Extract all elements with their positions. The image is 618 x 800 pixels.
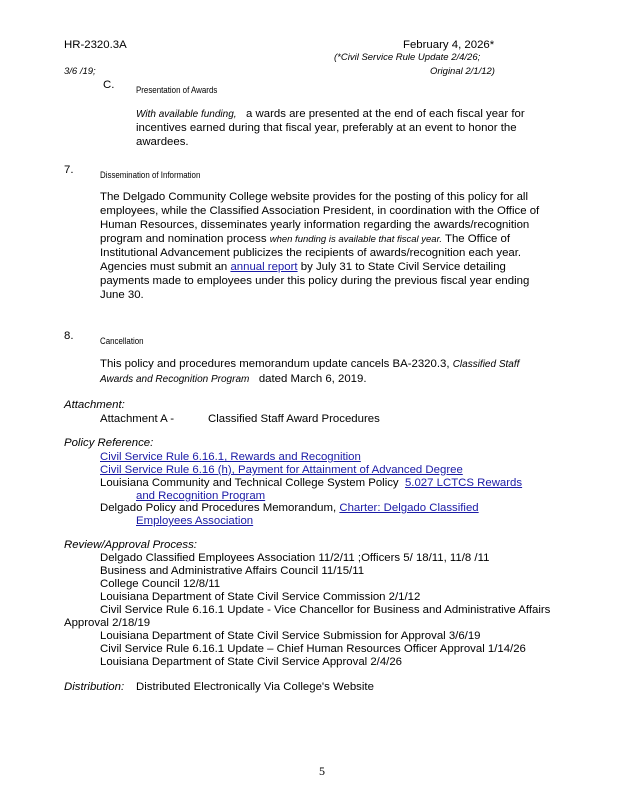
- review-item: Delgado Classified Employees Association 11/2/11 ;Officers 5/ 18/11, 11/8 /11: [100, 552, 490, 564]
- section-7-line5: Institutional Advancement publicizes the recipients of awards/recognition each year.: [100, 247, 522, 259]
- policy-ref-1-link[interactable]: Civil Service Rule 6.16.1, Rewards and Recognition: [100, 451, 361, 463]
- review-item: Civil Service Rule 6.16.1 Update – Chief Human Resources Officer Approval 1/14/26: [100, 643, 526, 655]
- section-7-line1: The Delgado Community College website provides for the posting of this policy for all: [100, 191, 528, 203]
- review-item: Civil Service Rule 6.16.1 Update - Vice Chancellor for Business and Administrative Affairs: [100, 604, 551, 616]
- attachment-label: Attachment:: [64, 399, 125, 411]
- section-8-title-text: Cancellation: [100, 336, 144, 346]
- review-item: Louisiana Department of State Civil Service Approval 2/4/26: [100, 656, 403, 668]
- policy-ref-2-link[interactable]: Civil Service Rule 6.16 (h), Payment for Attainment of Advanced Degree: [100, 464, 463, 476]
- section-7-line6-a: Agencies must submit an: [100, 261, 228, 273]
- section-7-number: 7.: [64, 164, 74, 176]
- policy-ref-3-link-cont[interactable]: and Recognition Program: [136, 490, 266, 502]
- doc-date: February 4, 2026*: [403, 39, 495, 51]
- review-item: Louisiana Department of State Civil Service Submission for Approval 3/6/19: [100, 630, 481, 642]
- section-7-line6-b: by July 31 to State Civil Service detailing: [300, 261, 506, 273]
- review-approval-line: Approval 2/18/19: [64, 617, 151, 629]
- section-7-line2: employees, while the Classified Association President, in coordination with the Office of: [100, 205, 540, 217]
- section-7-line4: [100, 232, 510, 247]
- section-c-line3: awardees.: [136, 136, 189, 148]
- section-7-title-text: Dissemination of Information: [100, 170, 201, 180]
- section-7-line8: June 30.: [100, 289, 144, 301]
- policy-ref-4-link-cont[interactable]: Employees Association: [136, 515, 254, 527]
- section-8-line2-italic: Awards and Recognition Program: [100, 374, 250, 385]
- section-7-line3: Human Resources, disseminates yearly information regarding the awards/recognition: [100, 219, 530, 231]
- attachment-item-b: Classified Staff Award Procedures: [208, 413, 380, 425]
- section-7-line4-italic: when funding is available that fiscal year.: [269, 234, 443, 245]
- section-8-number: 8.: [64, 330, 74, 342]
- policy-ref-4: [100, 501, 479, 515]
- review-label: Review/Approval Process:: [64, 539, 197, 551]
- section-8-line2: [100, 372, 367, 387]
- prev-note-left: 3/6 /19;: [64, 66, 96, 77]
- policy-ref-4-cont: [136, 514, 253, 528]
- section-8-line1-a: This policy and procedures memorandum update cancels BA-2320.3,: [100, 358, 450, 370]
- section-7-line7: payments made to employees under this policy during the previous fiscal year ending: [100, 275, 530, 287]
- section-c-line2: incentives earned during that fiscal year, preferably at an event to honor the: [136, 122, 517, 134]
- policy-ref-4-link[interactable]: Charter: Delgado Classified: [339, 502, 479, 514]
- attachment-item-a: Attachment A -: [100, 413, 175, 425]
- review-item: Business and Administrative Affairs Council 11/15/11: [100, 565, 365, 577]
- section-7-line6: [100, 260, 506, 274]
- section-7-line4-b: The Office of: [445, 233, 511, 245]
- section-8-title: [100, 331, 150, 349]
- policy-ref-4-text: Delgado Policy and Procedures Memorandum,: [100, 502, 337, 514]
- policy-reference-label: Policy Reference:: [64, 437, 154, 449]
- section-8-line2-b: dated March 6, 2019.: [258, 373, 367, 385]
- page-number: 5: [319, 764, 325, 778]
- distribution-label: Distribution:: [64, 681, 125, 693]
- section-7-line4-a: program and nomination process: [100, 233, 267, 245]
- policy-ref-3-text: Louisiana Community and Technical College System Policy: [100, 477, 399, 489]
- policy-ref-1: [100, 450, 361, 464]
- prev-note-right: Original 2/1/12): [430, 66, 495, 77]
- policy-ref-3: [100, 476, 522, 490]
- distribution-text: Distributed Electronically Via College's Website: [136, 681, 374, 693]
- policy-ref-2: [100, 463, 463, 477]
- section-c-rest: a wards are presented at the end of each fiscal year for: [246, 108, 525, 120]
- section-8-line1-italic: Classified Staff: [452, 359, 520, 370]
- review-item: Louisiana Department of State Civil Service Commission 2/1/12: [100, 591, 421, 603]
- section-c-title: [136, 80, 228, 98]
- section-c-italic: With available funding,: [136, 109, 237, 120]
- section-c-line1: [136, 107, 525, 122]
- section-8-line1: [100, 357, 519, 372]
- annual-report-link[interactable]: annual report: [230, 261, 298, 273]
- update-note: (*Civil Service Rule Update 2/4/26;: [334, 52, 481, 63]
- section-c-title-text: Presentation of Awards: [136, 85, 218, 95]
- review-item: College Council 12/8/11: [100, 578, 221, 590]
- doc-id: HR-2320.3A: [64, 39, 127, 51]
- section-c-letter: C.: [103, 79, 115, 91]
- section-7-title: [100, 165, 214, 183]
- policy-ref-3-link[interactable]: 5.027 LCTCS Rewards: [404, 477, 523, 489]
